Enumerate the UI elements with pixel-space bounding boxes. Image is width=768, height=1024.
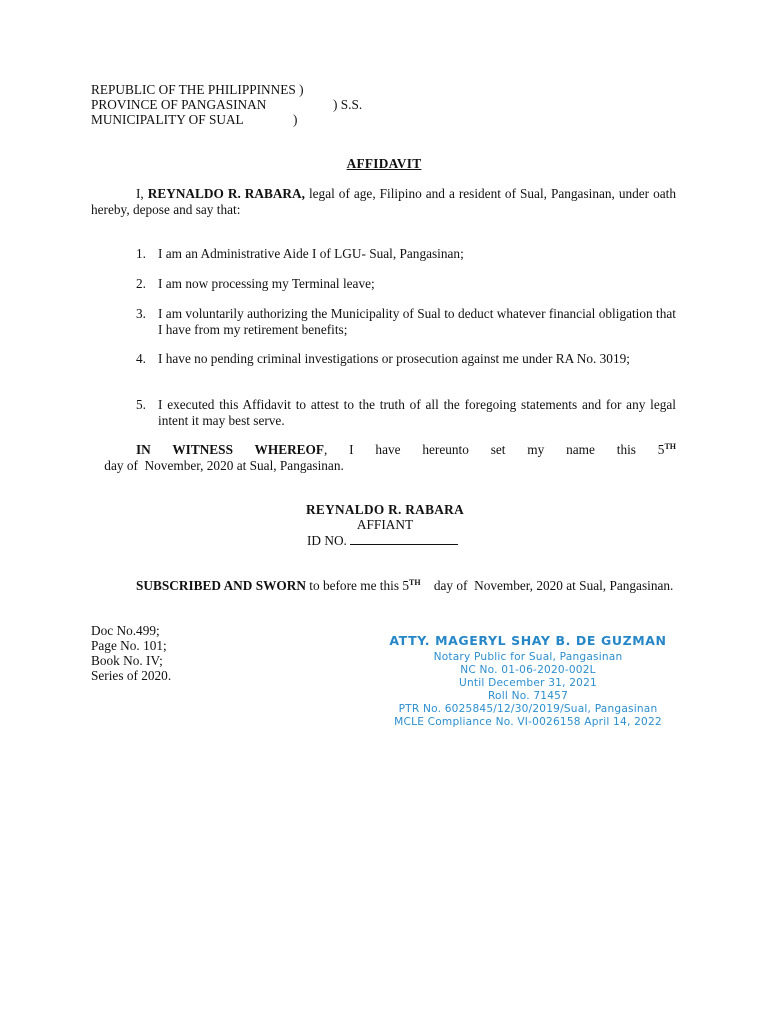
- notary-name: ATTY. MAGERYL SHAY B. DE GUZMAN: [389, 633, 667, 648]
- notary-validity: Until December 31, 2021: [459, 677, 597, 689]
- notary-commission: Notary Public for Sual, Pangasinan: [433, 651, 623, 663]
- doc-number: Doc No.499;: [91, 623, 160, 638]
- document-title: AFFIDAVIT: [346, 156, 422, 171]
- affiant-name-intro: REYNALDO R. RABARA,: [147, 186, 305, 201]
- affiant-id: ID NO.: [307, 533, 458, 549]
- venue-province: PROVINCE OF PANGASINAN: [91, 97, 267, 112]
- series: Series of 2020.: [91, 668, 172, 683]
- book-number: Book No. IV;: [91, 653, 163, 668]
- affiant-name: REYNALDO R. RABARA: [306, 502, 464, 517]
- page-number: Page No. 101;: [91, 638, 167, 653]
- venue-republic: REPUBLIC OF THE PHILIPPINNES ): [91, 82, 304, 97]
- notary-stamp: [370, 633, 686, 729]
- notary-ptr: PTR No. 6025845/12/30/2019/Sual, Pangasinan: [398, 703, 658, 715]
- notary-mcle: MCLE Compliance No. VI-0026158 April 14, 2022: [394, 716, 662, 728]
- witness-paragraph: IN WITNESS WHEREOF, I have hereunto set my name this 5TH day of November, 2020 at Sual, Pangasinan.: [91, 442, 676, 473]
- affiant-role: AFFIANT: [356, 517, 414, 532]
- id-number-blank: [350, 533, 458, 545]
- notary-nc-number: NC No. 01-06-2020-002L: [460, 664, 596, 676]
- venue-ss: ) S.S.: [333, 97, 363, 112]
- intro-paragraph: I, REYNALDO R. RABARA, legal of age, Filipino and a resident of Sual, Pangasinan, under oath hereby, depose and say that:: [91, 186, 676, 217]
- affidavit-page: REPUBLIC OF THE PHILIPPINNES ) PROVINCE OF PANGASINAN ) S.S. MUNICIPALITY OF SUAL ) AFFIDAVIT I, REYNALDO R. RABARA, legal of age, Filipino and a resident of Sual, Pangasinan, under oath hereby, depose and say that: 1. I am an Administrative Aide I of LGU- Sual, Pangasinan; 2. I am now processing my Terminal leave; 3. I am voluntarily authorizing the Municipality of Sual to deduct whatever financial obligation that I have from my retirement benefits; 4. I have no pending criminal investigations or prosecution against me under RA No. 3019; 5. I executed this Affidavit to attest to the truth of all the foregoing statements and for any legal intent it may best serve. IN WITNESS WHEREOF, I have hereunto set my name this 5TH day of November, 2020 at Sual, Pangasinan. REYNALDO R. RABARA AFFIANT ID NO. SUBSCRIBED AND SWORN to before me this 5TH day of November, 2020 at Sual, Pangasinan. Doc No.499; Page No. 101; Book No. IV; Series of 2020. ATTY. MAGERYL SHAY B. DE GUZMAN Notary Public for Sual, Pangasinan NC No. 01-06-2020-002L Until December 31, 2021 Roll No. 71457 PTR No. 6025845/12/30/2019/Sual, Pangasinan MCLE Compliance No. VI-0026158 April 14, 2022: [0, 0, 768, 1024]
- venue-municipality-bracket: ): [293, 112, 298, 127]
- notary-roll-number: Roll No. 71457: [487, 690, 569, 702]
- subscribed-paragraph: SUBSCRIBED AND SWORN to before me this 5TH day of November, 2020 at Sual, Pangasinan.: [136, 578, 674, 593]
- venue-municipality: MUNICIPALITY OF SUAL: [91, 112, 244, 127]
